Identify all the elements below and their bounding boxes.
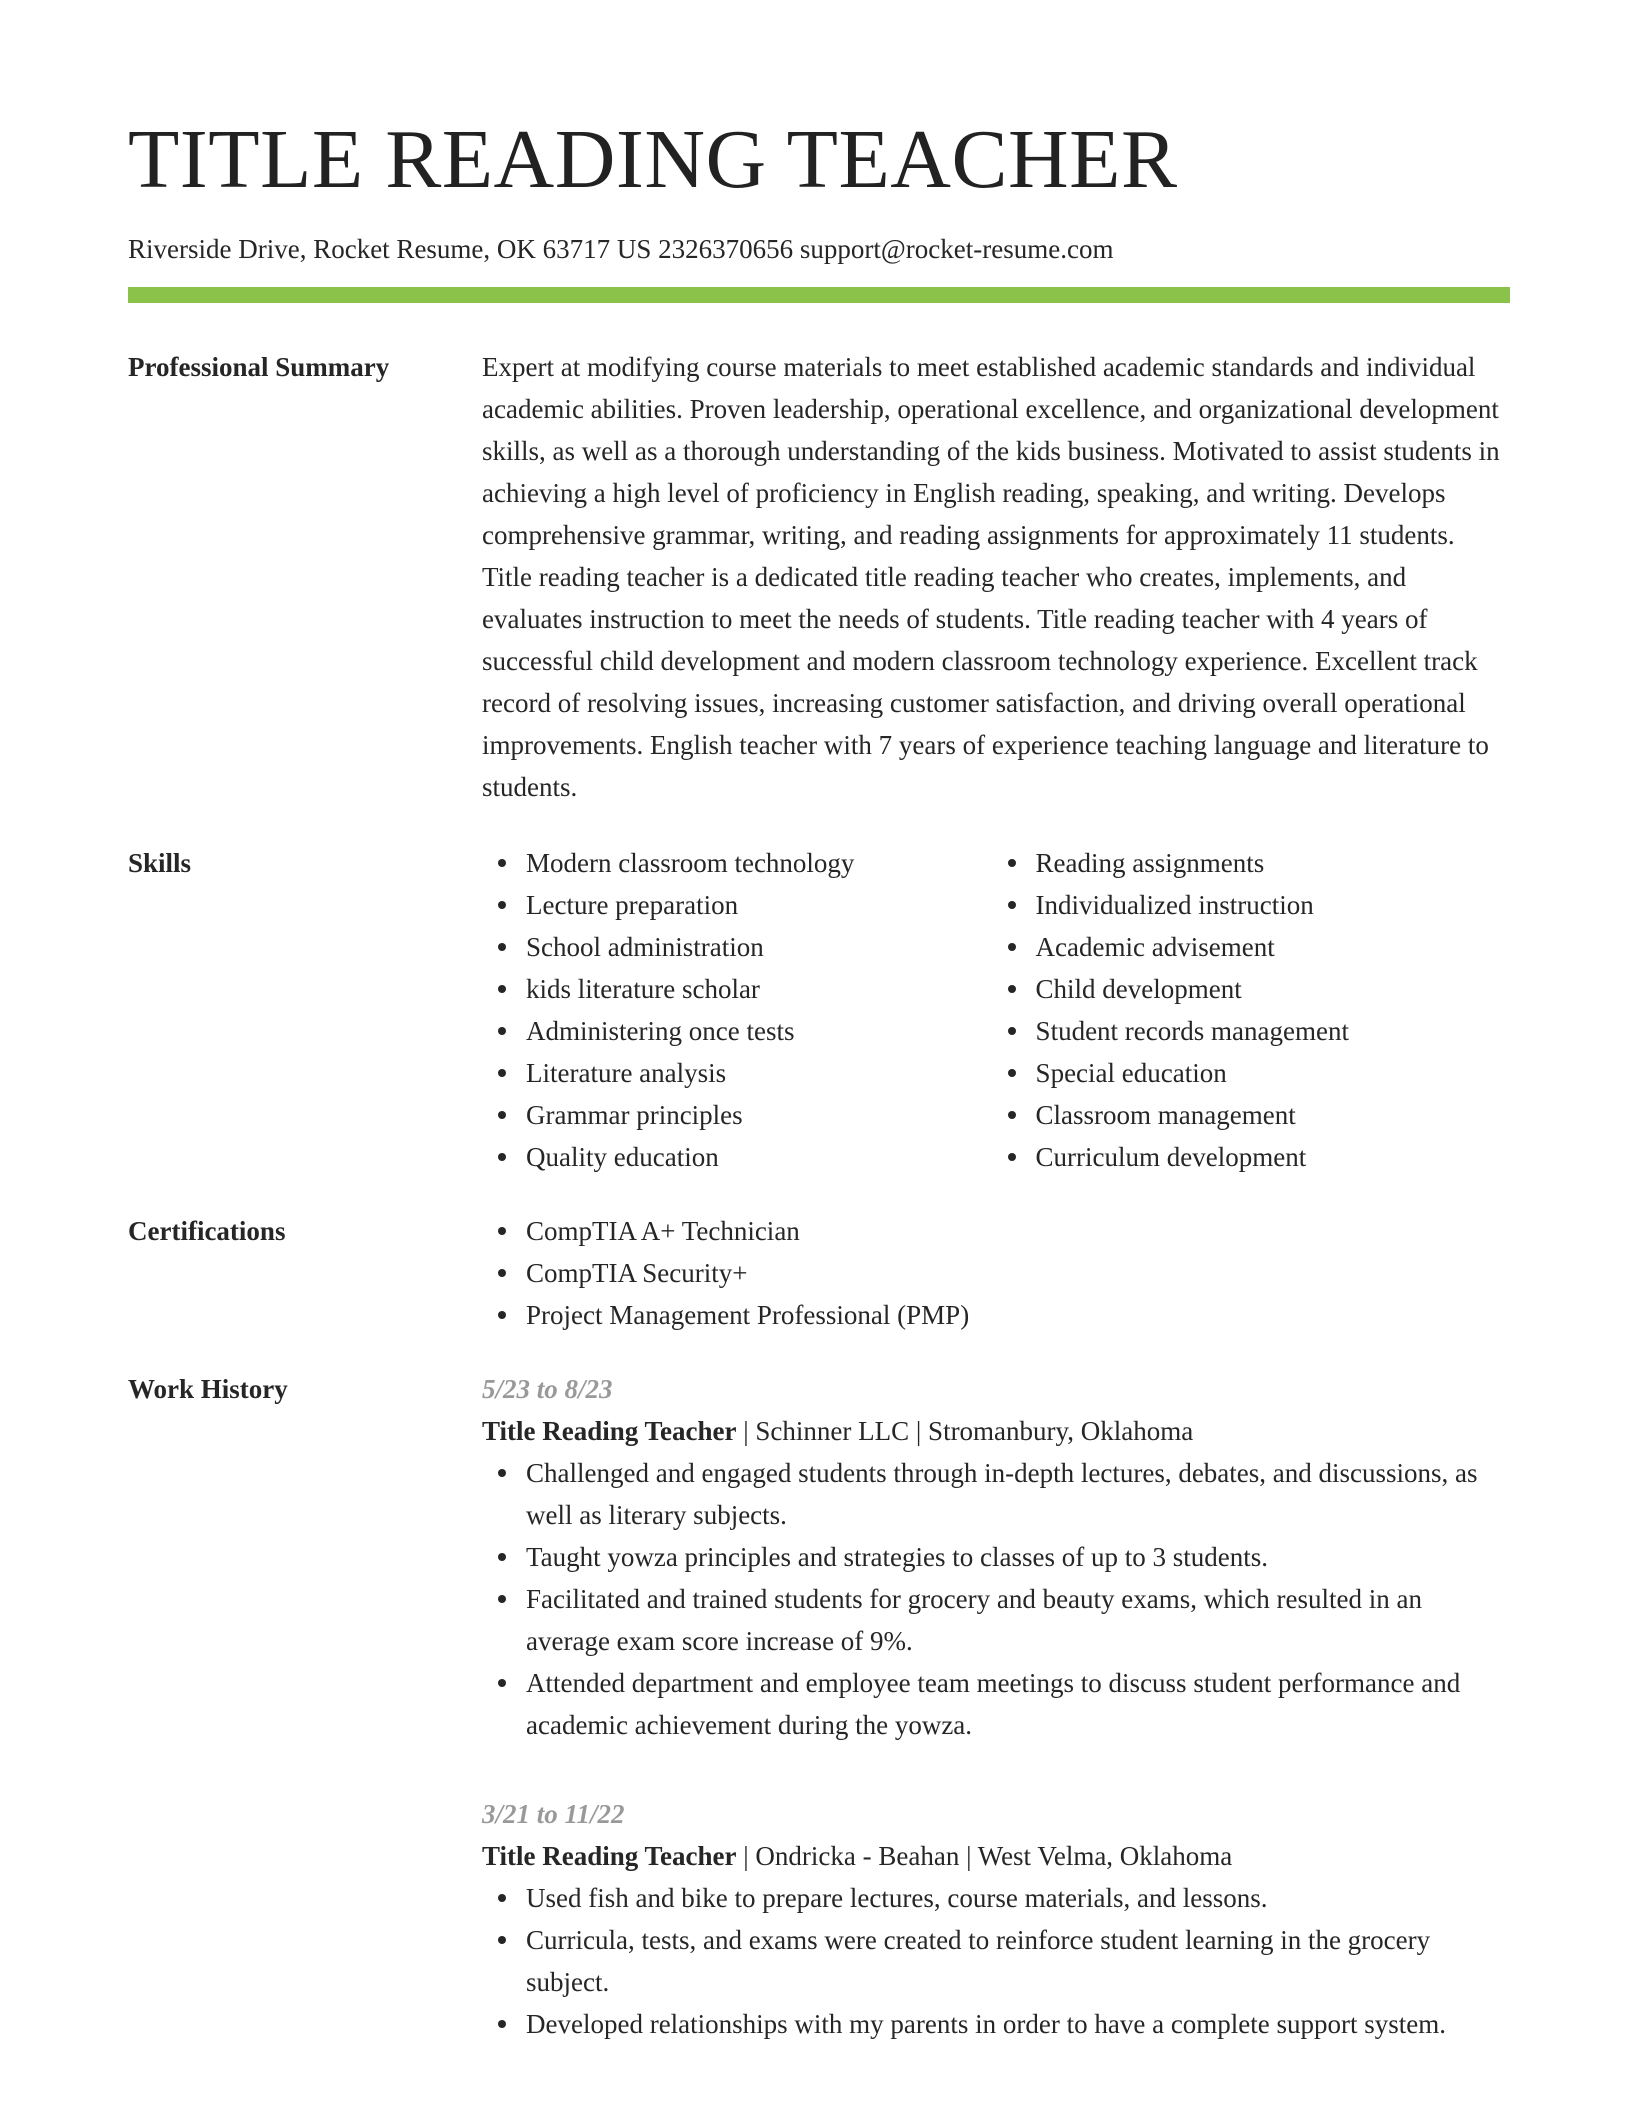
skills-list-left [482,842,948,1178]
list-item: Taught yowza principles and strategies to classes of up to 3 students. [526,1536,1510,1578]
list-item: CompTIA Security+ [526,1252,1510,1294]
job-bullets [482,1877,1510,2045]
summary-label: Professional Summary [128,352,390,382]
job-heading [482,1410,1510,1452]
list-item: Facilitated and trained students for grocery and beauty exams, which resulted in an average exam score increase of 9%. [526,1578,1510,1662]
certifications-label: Certifications [128,1216,286,1246]
list-item: Modern classroom technology [526,842,948,884]
list-item: Child development [1036,968,1510,1010]
list-item: Administering once tests [526,1010,948,1052]
list-item: Developed relationships with my parents in order to have a complete support system. [526,2003,1510,2045]
list-item: Academic advisement [1036,926,1510,968]
skills-list-right [992,842,1510,1178]
list-item: Lecture preparation [526,884,948,926]
list-item: kids literature scholar [526,968,948,1010]
job-details: | Schinner LLC | Stromanbury, Oklahoma [736,1416,1194,1446]
list-item: Classroom management [1036,1094,1510,1136]
job-entry [482,1368,1510,1746]
list-item: Reading assignments [1036,842,1510,884]
list-item: Used fish and bike to prepare lectures, course materials, and lessons. [526,1877,1510,1919]
contact-line: Riverside Drive, Rocket Resume, OK 63717 US 2326370656 support@rocket-resume.com [128,234,1114,264]
list-item: Individualized instruction [1036,884,1510,926]
list-item: Curricula, tests, and exams were created to reinforce student learning in the grocery subject. [526,1919,1510,2003]
job-dates: 3/21 to 11/22 [482,1799,625,1829]
work-history-label: Work History [128,1374,288,1404]
list-item: Curriculum development [1036,1136,1510,1178]
list-item: CompTIA A+ Technician [526,1210,1510,1252]
list-item: School administration [526,926,948,968]
list-item: Special education [1036,1052,1510,1094]
job-title: Title Reading Teacher [482,1416,737,1446]
job-title: Title Reading Teacher [482,1841,737,1871]
list-item: Grammar principles [526,1094,948,1136]
list-item: Quality education [526,1136,948,1178]
summary-text: Expert at modifying course materials to meet established academic standards and individual academic abilities. Proven leadership, operational excellence, and organizational development skills, as well as a thorough understanding of the kids business. Motivated to assist students in achieving a high level of proficiency in English reading, speaking, and writing. Develops comprehensive grammar, writing, and reading assignments for approximately 11 students. Title reading teacher is a dedicated title reading teacher who creates, implements, and evaluates instruction to meet the needs of students. Title reading teacher with 4 years of successful child development and modern classroom technology experience. Excellent track record of resolving issues, increasing customer satisfaction, and driving overall operational improvements. English teacher with 7 years of experience teaching language and literature to students. [482,352,1500,802]
header-divider [128,287,1510,303]
job-bullets [482,1452,1510,1746]
list-item: Challenged and engaged students through in-depth lectures, debates, and discussions, as well as literary subjects. [526,1452,1510,1536]
list-item: Project Management Professional (PMP) [526,1294,1510,1336]
resume-name: TITLE READING TEACHER [128,113,1178,206]
list-item: Attended department and employee team meetings to discuss student performance and academic achievement during the yowza. [526,1662,1510,1746]
list-item: Literature analysis [526,1052,948,1094]
certifications-list [482,1210,1510,1336]
job-entry [482,1793,1510,2045]
job-details: | Ondricka - Beahan | West Velma, Oklahoma [736,1841,1233,1871]
job-dates: 5/23 to 8/23 [482,1374,613,1404]
skills-label: Skills [128,848,192,878]
job-heading [482,1835,1510,1877]
list-item: Student records management [1036,1010,1510,1052]
